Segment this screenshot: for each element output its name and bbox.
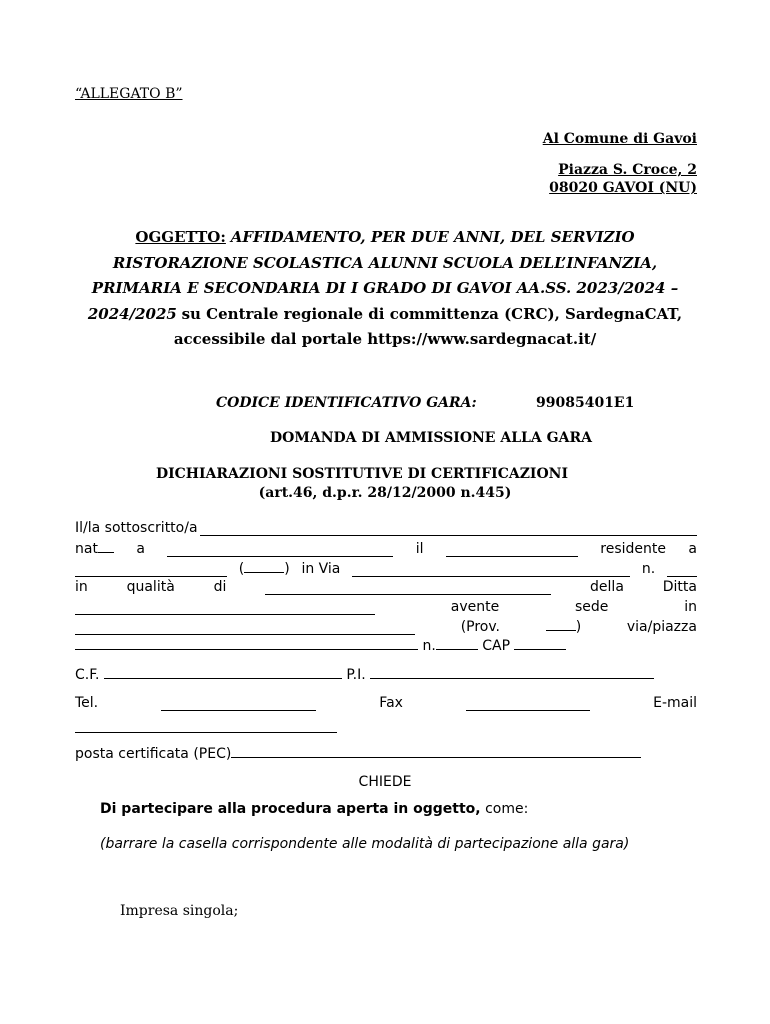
form-row-cf-pi — [75, 666, 654, 683]
sottoscritto-field[interactable] — [200, 523, 697, 536]
instruction-text: (barrare la casella corrispondente alle modalità di partecipazione alla gara) — [100, 836, 630, 852]
tel-label: Tel. — [75, 695, 99, 711]
dichiarazioni-title: DICHIARAZIONI SOSTITUTIVE DI CERTIFICAZIONI — [155, 466, 569, 482]
subject-line-4-bold: su Centrale regionale di committenza (CRC), SardegnaCAT, — [181, 304, 683, 323]
residence-street-field[interactable] — [352, 564, 630, 577]
pec-field[interactable] — [231, 745, 641, 758]
partecipare-text: Di partecipare alla procedura aperta in oggetto, — [100, 801, 481, 817]
avente-label: avente — [450, 599, 500, 615]
form-row-indirizzo — [75, 637, 566, 654]
via-piazza-label: via/piazza — [626, 619, 697, 635]
recipient-line-1: Al Comune di Gavoi — [542, 131, 697, 147]
paren-close: ) — [284, 561, 290, 577]
sede-city-field[interactable] — [75, 622, 415, 635]
email-field[interactable] — [75, 719, 337, 733]
reference-title: (art.46, d.p.r. 28/12/2000 n.445) — [258, 485, 512, 501]
form-row-residenza — [75, 560, 697, 577]
cf-field[interactable] — [104, 666, 342, 679]
sede-number-field[interactable] — [436, 637, 478, 650]
subject-line-5: accessibile dal portale https://www.sardegnacat.it/ — [173, 330, 597, 348]
form-row-sede — [75, 618, 697, 635]
option-impresa-singola[interactable]: Impresa singola; — [120, 903, 239, 919]
ditta-field[interactable] — [75, 602, 375, 615]
come-text: come: — [485, 801, 529, 817]
residence-province-field[interactable] — [244, 560, 284, 573]
n-label: n. — [641, 561, 656, 577]
birthdate-field[interactable] — [446, 544, 578, 557]
allegato-label: “ALLEGATO B” — [75, 86, 183, 102]
qualita-field[interactable] — [265, 582, 551, 595]
a-label: a — [136, 541, 145, 557]
recipient-line-3: 08020 GAVOI (NU) — [549, 180, 697, 196]
residence-city-field[interactable] — [75, 564, 227, 577]
a2-label: a — [688, 541, 697, 557]
cig-value: 99085401E1 — [536, 395, 635, 411]
residente-label: residente — [600, 541, 667, 557]
pi-field[interactable] — [370, 666, 654, 679]
sede-street-field[interactable] — [75, 637, 418, 650]
subject-block — [60, 225, 710, 353]
tel-field[interactable] — [161, 698, 316, 711]
in-label: in — [75, 579, 88, 595]
pi-label: P.I. — [346, 667, 366, 683]
domanda-title: DOMANDA DI AMMISSIONE ALLA GARA — [270, 430, 592, 446]
form-row-ditta — [75, 599, 697, 615]
form-row-sottoscritto — [75, 520, 697, 536]
sede-province-field[interactable] — [546, 618, 576, 631]
cig-label: CODICE IDENTIFICATIVO GARA: — [216, 395, 477, 411]
subject-line-3: PRIMARIA E SECONDARIA DI I GRADO DI GAVOI AA.SS. 2023/2024 – — [91, 279, 679, 297]
ditta-label: Ditta — [662, 579, 697, 595]
cap-label: CAP — [482, 638, 511, 654]
prov-label: (Prov. — [460, 619, 501, 635]
residence-number-field[interactable] — [667, 564, 697, 577]
in-via-label: in Via — [301, 561, 341, 577]
email-label: E-mail — [653, 695, 697, 711]
birthplace-field[interactable] — [167, 544, 393, 557]
cap-field[interactable] — [514, 637, 566, 650]
il-label: il — [415, 541, 424, 557]
partecipare-line — [100, 801, 528, 817]
form-row-qualita — [75, 579, 697, 595]
form-row-pec — [75, 745, 641, 762]
subject-line-4-italic: 2024/2025 — [87, 304, 177, 323]
fax-field[interactable] — [466, 698, 590, 711]
form-row-contatti — [75, 695, 697, 711]
pec-label: posta certificata (PEC) — [75, 746, 232, 762]
subject-label: OGGETTO: — [135, 228, 226, 246]
nat-label: nat — [75, 541, 98, 557]
qualita-label: qualità — [126, 579, 175, 595]
chiede-heading: CHIEDE — [358, 774, 412, 790]
sede-label: sede — [575, 599, 609, 615]
di-label: di — [213, 579, 227, 595]
form-row-nascita — [75, 540, 697, 557]
fax-label: Fax — [379, 695, 403, 711]
n2-label: n. — [422, 638, 436, 654]
recipient-line-2: Piazza S. Croce, 2 — [558, 162, 697, 178]
subject-line-2: RISTORAZIONE SCOLASTICA ALUNNI SCUOLA DELL’INFANZIA, — [112, 253, 658, 272]
paren-open: ( — [238, 561, 245, 577]
in2-label: in — [684, 599, 697, 615]
gender-suffix-field[interactable] — [98, 540, 114, 553]
sottoscritto-label: Il/la sottoscritto/a — [75, 520, 198, 536]
prov-close: ) — [575, 619, 582, 635]
della-label: della — [590, 579, 624, 595]
cf-label: C.F. — [75, 667, 100, 683]
subject-line-1: AFFIDAMENTO, PER DUE ANNI, DEL SERVIZIO — [230, 228, 635, 246]
